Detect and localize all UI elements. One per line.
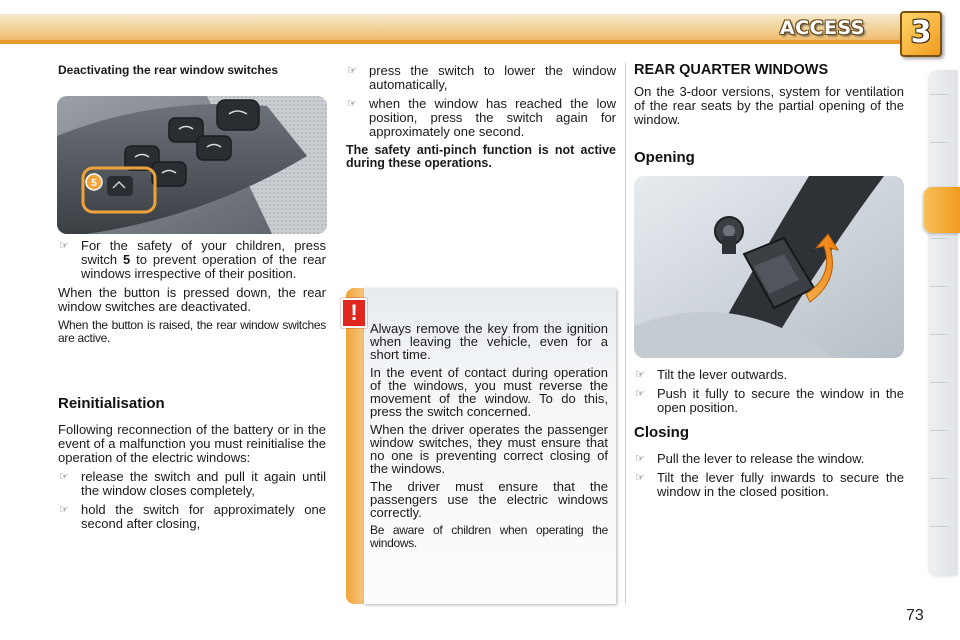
bullet-icon: ☞ (347, 65, 357, 77)
closing-heading: Closing (634, 424, 689, 441)
list-item (634, 471, 904, 499)
opening-list (634, 368, 904, 420)
chapter-badge (900, 11, 942, 57)
warning-text (370, 322, 608, 555)
rear-window-lever-photo (634, 176, 904, 358)
reinit-bullet: hold the switch for approximately one second after closing, (81, 502, 326, 531)
safety-text-before: For the safety of your children, press switch (81, 238, 326, 267)
tab-divider (930, 382, 948, 383)
warning-box (346, 288, 616, 604)
opening-bullet: Push it fully to secure the window in the open position. (657, 386, 904, 415)
warning-strip (346, 288, 364, 604)
pressed-text: When the button is pressed down, the rear window switches are deactivated. (58, 285, 326, 314)
bullet-icon: ☞ (635, 453, 645, 465)
column-divider (625, 62, 626, 604)
bullet-icon: ☞ (59, 471, 69, 483)
window-switch-photo (57, 96, 327, 234)
closing-bullet: Pull the lever to release the window. (657, 451, 865, 466)
warning-paragraph: In the event of contact during operation of the windows, you must reverse the movement of the window. To do this, press the switch concerned. (370, 365, 608, 419)
warning-paragraph: The driver must ensure that the passengers use the electric windows correctly. (370, 479, 608, 520)
tab-divider (930, 142, 948, 143)
reinit-heading: Reinitialisation (58, 395, 165, 412)
middle-bullet: press the switch to lower the window automatically, (369, 63, 616, 92)
warning-icon: ! (341, 298, 367, 328)
bullet-icon: ☞ (635, 388, 645, 400)
bullet-icon: ☞ (347, 98, 357, 110)
tab-divider (930, 238, 948, 239)
deactivate-heading: Deactivating the rear window switches (58, 63, 279, 77)
list-item (346, 64, 616, 92)
middle-bullet: when the window has reached the low position, press the switch again for approximately one second. (369, 96, 616, 139)
raised-text: When the button is raised, the rear window switches are active. (58, 318, 326, 345)
closing-bullet: Tilt the lever fully inwards to secure the window in the closed position. (657, 470, 904, 499)
tab-chapter-active[interactable] (924, 187, 960, 233)
list-item (58, 239, 326, 281)
rear-window-lever-illustration (634, 176, 904, 358)
list-item (58, 470, 326, 498)
anti-pinch-note: The safety anti-pinch function is not active during these operations. (346, 143, 616, 170)
switch-number: 5 (123, 252, 131, 267)
middle-text-block (346, 64, 616, 175)
switch-callout-label: 5 (91, 178, 97, 189)
opening-heading: Opening (634, 149, 695, 166)
list-item (634, 368, 904, 382)
tab-divider (930, 286, 948, 287)
tab-divider (930, 94, 948, 95)
list-item (634, 387, 904, 415)
bullet-icon: ☞ (59, 240, 69, 252)
reinit-bullet: release the switch and pull it again until the window closes completely, (81, 469, 326, 498)
window-switch-illustration (57, 96, 327, 234)
bullet-icon: ☞ (635, 369, 645, 381)
intro-text: On the 3-door versions, system for ventilation of the rear seats by the partial opening of the window. (634, 84, 904, 127)
page-number: 73 (906, 607, 924, 624)
closing-list (634, 452, 904, 504)
page-header (0, 0, 960, 54)
header-stripe (0, 14, 900, 44)
rear-quarter-title: REAR QUARTER WINDOWS (634, 62, 829, 78)
reinit-intro: Following reconnection of the battery or in the event of a malfunction you must reinitialise the operation of the electric windows: (58, 422, 326, 465)
tab-divider (930, 526, 948, 527)
reinit-block (58, 423, 326, 536)
list-item (58, 503, 326, 531)
chapter-number: 3 (910, 15, 932, 50)
chapter-tabs[interactable] (930, 70, 958, 575)
warning-last: Be aware of children when operating the windows. (370, 523, 608, 550)
tab-divider (930, 334, 948, 335)
bullet-icon: ☞ (59, 504, 69, 516)
rear-quarter-intro (634, 85, 904, 132)
opening-bullet: Tilt the lever outwards. (657, 367, 788, 382)
warning-paragraph: When the driver operates the passenger window switches, they must ensure that no one is preventing correct closing of the windows. (370, 422, 608, 476)
bullet-icon: ☞ (635, 472, 645, 484)
warning-paragraph: Always remove the key from the ignition when leaving the vehicle, even for a short time. (370, 321, 608, 362)
left-text-block (58, 239, 326, 350)
tab-divider (930, 478, 948, 479)
list-item (634, 452, 904, 466)
list-item (346, 97, 616, 139)
tab-divider (930, 430, 948, 431)
safety-text-after: to prevent operation of the rear windows irrespective of their position. (81, 252, 326, 281)
section-title: ACCESS (779, 17, 865, 39)
